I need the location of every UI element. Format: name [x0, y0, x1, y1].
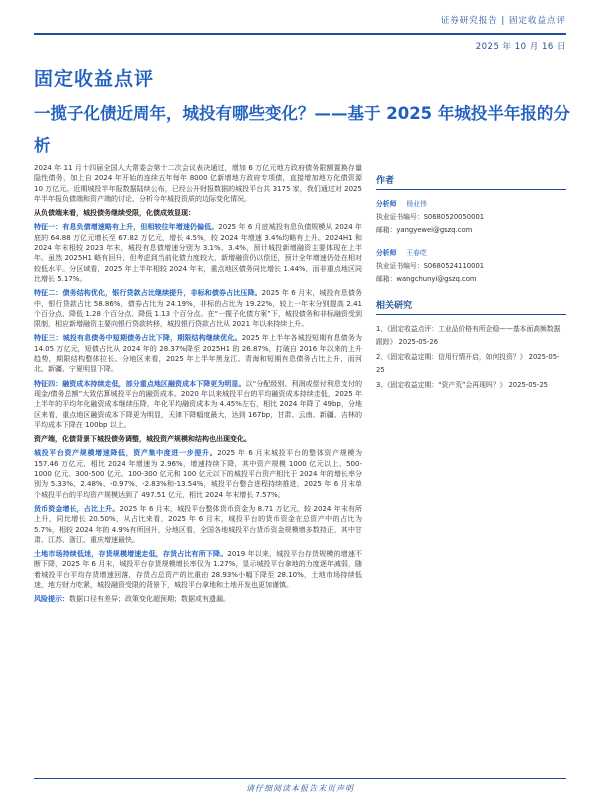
- feature-3: [34, 333, 362, 374]
- analyst-card: [376, 247, 566, 286]
- feature-2: [34, 288, 362, 329]
- header-divider: [34, 33, 566, 35]
- asset-point-3-head: 土地市场持续低迷，存货规模增速走低，存货占比有所下降。: [34, 550, 228, 559]
- analyst-card: [376, 198, 566, 237]
- feature-4: [34, 379, 362, 430]
- analyst-license: 执业证书编号：S0680520050001: [376, 213, 485, 221]
- authors-title: 作者: [376, 173, 566, 190]
- asset-point-3: [34, 549, 362, 590]
- sidebar: [376, 173, 566, 394]
- related-research-item[interactable]: 2、《固定收益定期：信用行情开启，如何投资？》 2025-05-25: [376, 353, 560, 374]
- risk-label: 风险提示：: [34, 595, 69, 604]
- analyst-email[interactable]: 邮箱：wangchunyi@gszq.com: [376, 275, 477, 283]
- asset-point-2-body: 2025 年 6 月末，城投平台整体货币资金为 8.71 万亿元，较 2024 年末有所上升，同比增长 20.50%，从占比来看，2025 年 6 月末，城投平台的货币资金在总资产中的占比为 5.7%，相较 2024 年的 4.9%有所回升，分地区看，全国各地城投平台货币资金规模增多数持正，其中甘肃、江苏、浙江、重庆增速最快。: [34, 504, 362, 544]
- related-research-title: 相关研究: [376, 298, 566, 315]
- feature-4-head: 特征四：融资成本持续走低，部分重点地区融资成本下降更为明显。: [34, 379, 246, 388]
- feature-1-body: 2025 年 6 月底城投有息负债规模从 2024 年底的 64.88 万亿元增长至 67.82 万亿元，增长 4.5%，较 2024 年增速 3.4%均略有上升。2024H1 和 2024 年末相较 2023 年末，城投有息债增速分别为 3.1%、3.4%，预计城投新增融资主要体现在上半年。虽然 2025H1 略有回升，但考虑到当前化债力度较大，新增融资仍以偿还，预计全年增速仍处在相对较低水平。分区域看，2025 年上半年相较 2024 年末，重点地区债务同比增长 1.44%，而非重点地区同比增长 5.17%。: [34, 223, 362, 283]
- section-title-liabilities: 从负债端来看，城投债务继续受限，化债成效显现：: [34, 209, 195, 218]
- analyst-role: 分析师: [376, 249, 397, 257]
- section-title-assets: 资产端，化债背景下城投债务调整，城投资产规模和结构也出现变化。: [34, 435, 251, 444]
- report-series: 证券研究报告 | 固定收益点评: [440, 16, 566, 26]
- risk-warning: [34, 594, 362, 604]
- related-research-item[interactable]: 1、《固定收益点评：工业品价格有所企稳——基本面高频数据跟踪》 2025-05-26: [376, 325, 561, 346]
- related-research-item[interactable]: 3、《固定收益定期：“资产荒”会再现吗？》 2025-05-25: [376, 381, 548, 389]
- asset-point-1: [34, 448, 362, 499]
- asset-point-2: [34, 504, 362, 545]
- feature-1: [34, 222, 362, 284]
- analyst-license: 执业证书编号：S0680524110001: [376, 262, 485, 270]
- asset-point-1-head: 城投平台资产规模增速降低，资产集中度进一步提升。: [34, 449, 218, 458]
- analyst-name: 杨业伟: [406, 200, 427, 208]
- analyst-role: 分析师: [376, 200, 397, 208]
- footer-divider: [34, 778, 566, 779]
- feature-3-body: 2025 年上半年各城投短期有息债务为 14.05 万亿元，短债占比从 2024 年的 28.37%降至 2025H1 的 26.87%，打破自 2016 年以来的上升趋势，期限结构整体拉长。分地区来看，2025 年上半年黑龙江、青海和短期有息债务占比上升，而河北、新疆、宁夏明显下降。: [34, 334, 363, 374]
- main-content: [34, 163, 362, 609]
- feature-3-head: 特征三：城投有息债务中短期债务占比下降，期限结构继续优化。: [34, 334, 242, 343]
- analyst-email[interactable]: 邮箱：yangyewei@gszq.com: [376, 226, 473, 234]
- asset-point-3-body: 2019 年以来，城投平台存货规模的增速不断下降，2025 年 6 月末，城投平台存货规模增长率仅为 1.27%，显示城投平台拿地的力度逐年减弱，随着城投平台平均存货增速回落，存货占总资产的比重由 28.93%小幅下降至 28.10%，土地市场持续低迷，地方财力吃紧，城投融资受限的背景下，城投平台拿地和土地开发也更加谨慎。: [34, 550, 363, 589]
- report-title: 一揽子化债近周年，城投有哪些变化？——基于 2025 年城投半年报的分析: [34, 104, 570, 155]
- analyst-name: 王春呓: [406, 249, 427, 257]
- feature-4-body: 以“分配级别、利润或偿付利息支付的现金/债务总额”大致估算城投平台的融资成本。2020 年以来城投平台的平均融资成本持续走低，2025 年上半年的平均年化融资成本继续压降，年化平均融资成本为 4.45%左右，相比 2024 年降了 49bp，分地区来看，重点地区融资成本下降更为明显，天津下降幅度最大，达到 167bp，甘肃、云南、新疆、吉林的平均成本下降在 100bp 以上。: [34, 379, 362, 429]
- feature-2-head: 特征二：债务结构优化，银行贷款占比继续提升，非标和债券占比压降。: [34, 289, 262, 298]
- report-date: 2025 年 10 月 16 日: [475, 42, 566, 52]
- intro-paragraph: 2024 年 11 月十四届全国人大常委会第十二次会议表决通过，增加 6 万亿元地方政府债务限额置换存量隐性债务，加上自 2024 年开始的连续五年每年 8000 亿新增地方政府专项债，直接增加地方化债资源 10 万亿元。近期城投半年报数据陆续公布，已经公开财报数据的城投平台共 3175 家，我们通过对 2025 年半年报负债端和资产端的讨论，分析今年城投资质的边际变化情况。: [34, 164, 362, 203]
- feature-1-head: 特征一：有息负债增速略有上升，但相较往年增速仍偏低。: [34, 223, 219, 232]
- report-type: 固定收益点评: [34, 68, 155, 90]
- asset-point-2-head: 货币资金增长，占比上升。: [34, 504, 120, 513]
- risk-body: 数据口径有差异；政策变化超预期；数据或有遗漏。: [69, 595, 230, 604]
- asset-point-1-body: 2025 年 6 月末城投平台的整体资产规模为 157.46 万亿元，相比 2024 年增速为 2.96%，增速持续下降，其中资产规模 1000 亿元以上、500-1000 亿元、300-500 亿元、100-300 亿元和 100 亿元以下的城投平台资产相比于 2024 年的增长率分别为 5.33%、2.48%、-0.97%、-2.83%和-13.54%，城投平台整合进程持续推进，2025 年 6 月末单个城投平台的平均资产规模达到了 497.51 亿元，相比 2024 年末增长 7.57%。: [34, 449, 362, 499]
- feature-2-body: 2025 年 6 月末，城投有息债务中，银行贷款占比 58.86%，债券占比为 24.19%，非标的占比为 19.22%，较上一年末分别提高 2.41 个百分点、降低 1.28 个百分点、降低 1.13 个百分点。在“一揽子化债方案”下，城投债务和非标融资受到限制，相应新增融资主要向银行贷款转移，城投银行贷款占比从 2021 年以来持续上升。: [34, 289, 362, 329]
- footer-disclaimer: 请仔细阅读本报告末页声明: [246, 784, 354, 793]
